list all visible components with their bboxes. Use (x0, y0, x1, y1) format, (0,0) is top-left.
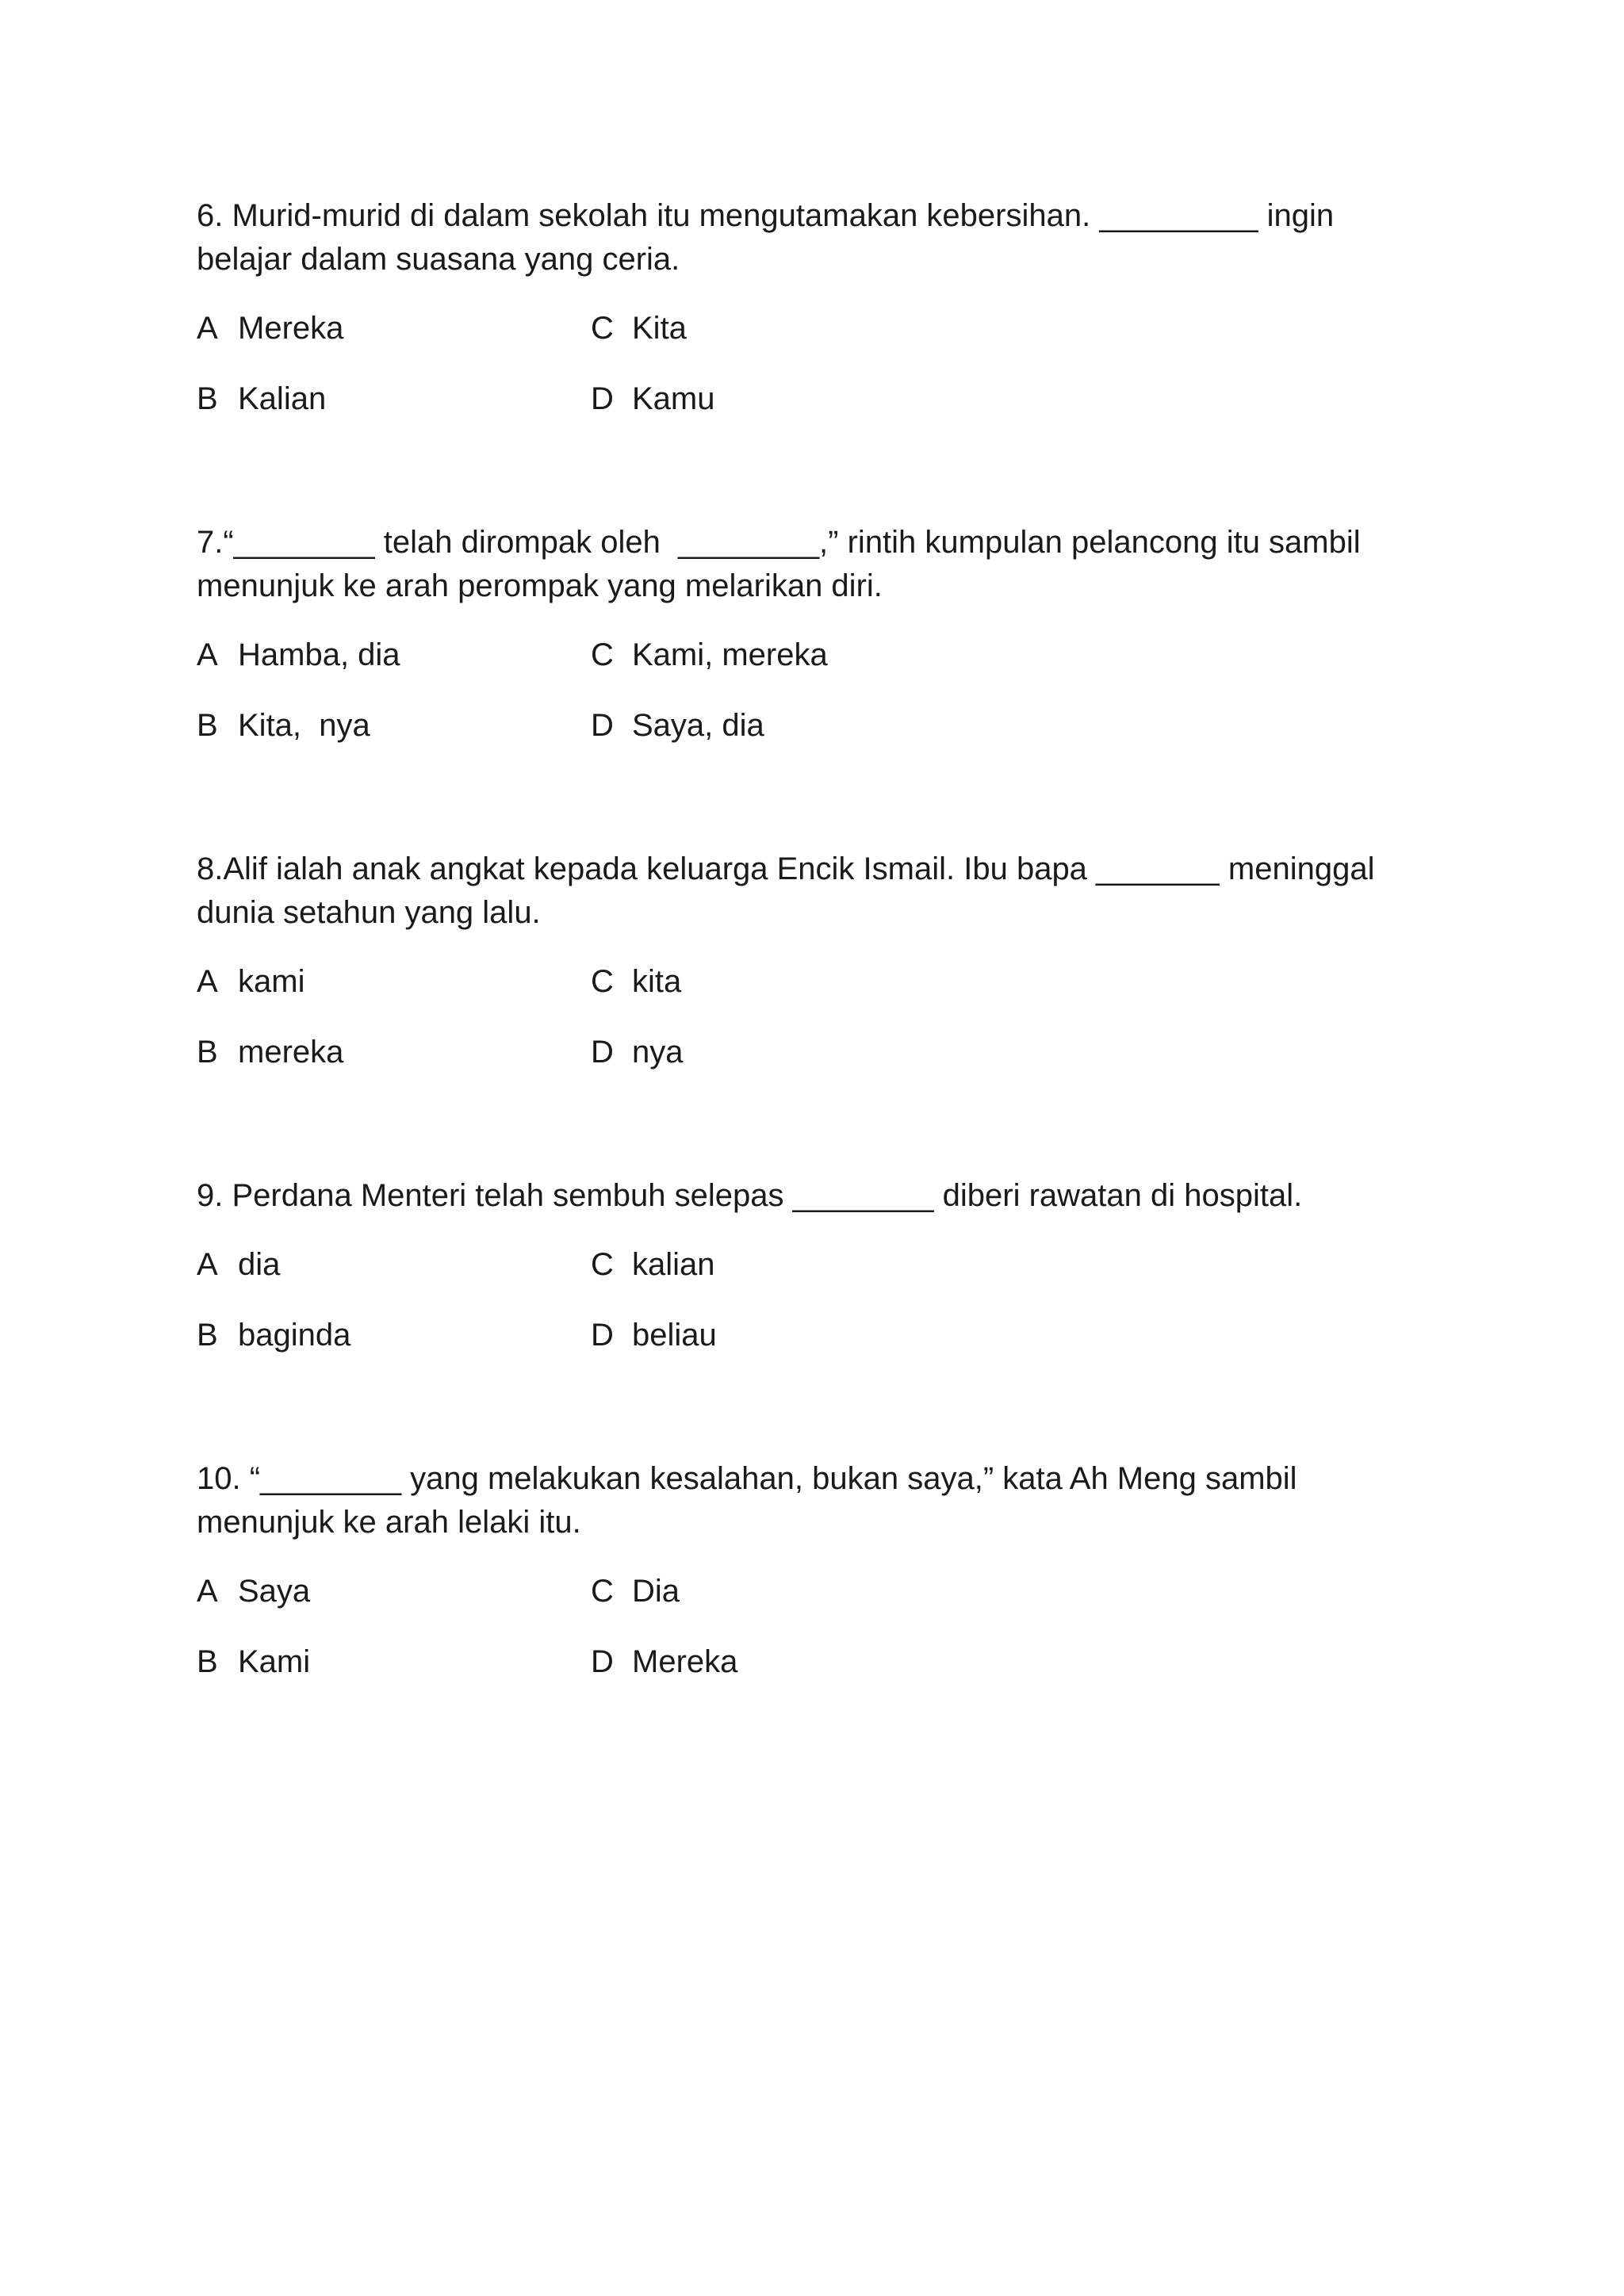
option-text: Kami, mereka (632, 637, 828, 672)
question-text: 7.“________ telah dirompak oleh ________,” rintih kumpulan pelancong itu sambil menunjuk ke arah perompak yang melarikan diri. (197, 525, 1361, 603)
option-c (591, 1570, 680, 1613)
option-letter: B (197, 1644, 218, 1679)
option-letter: D (591, 381, 614, 416)
option-d (591, 1031, 684, 1074)
option-text: Mereka (238, 311, 344, 346)
option-row (197, 960, 1465, 1031)
option-c (591, 960, 681, 1004)
option-b (197, 1640, 310, 1684)
question-text: 6. Murid-murid di dalam sekolah itu mengutamakan kebersihan. _________ ingin belajar dalam suasana yang ceria. (197, 198, 1335, 277)
option-text: kalian (632, 1247, 715, 1282)
option-text: mereka (238, 1035, 344, 1070)
option-row (197, 1570, 1465, 1640)
option-d (591, 704, 764, 748)
option-letter: D (591, 1644, 614, 1679)
option-b (197, 377, 326, 421)
option-text: Kalian (238, 381, 327, 416)
question-7 (197, 521, 1465, 775)
option-text: Kamu (632, 381, 715, 416)
option-letter: C (591, 311, 614, 346)
option-letter: B (197, 708, 218, 743)
question-text: 9. Perdana Menteri telah sembuh selepas ________ diberi rawatan di hospital. (197, 1178, 1303, 1213)
question-8 (197, 848, 1465, 1101)
option-letter: C (591, 964, 614, 999)
option-a (197, 307, 343, 350)
option-letter: B (197, 1035, 218, 1070)
question-text: 8.Alif ialah anak angkat kepada keluarga Encik Ismail. Ibu bapa _______ meninggal dunia setahun yang lalu. (197, 851, 1375, 930)
option-d (591, 1314, 717, 1357)
option-b (197, 704, 370, 748)
option-text: nya (632, 1035, 684, 1070)
option-letter: A (197, 1247, 218, 1282)
question-9 (197, 1174, 1465, 1384)
option-row (197, 307, 1465, 377)
option-d (591, 377, 715, 421)
answer-options (197, 633, 1465, 775)
option-letter: C (591, 1247, 614, 1282)
option-c (591, 307, 687, 350)
option-letter: D (591, 708, 614, 743)
option-text: dia (238, 1247, 281, 1282)
option-letter: B (197, 381, 218, 416)
option-text: kita (632, 964, 682, 999)
option-letter: D (591, 1035, 614, 1070)
option-a (197, 1570, 310, 1613)
option-row (197, 1031, 1465, 1101)
option-letter: A (197, 311, 218, 346)
option-row (197, 377, 1465, 448)
option-text: Saya (238, 1574, 311, 1609)
option-b (197, 1031, 343, 1074)
option-b (197, 1314, 350, 1357)
answer-options (197, 1243, 1465, 1384)
option-text: kami (238, 964, 305, 999)
option-a (197, 633, 400, 677)
option-letter: C (591, 1574, 614, 1609)
option-c (591, 1243, 715, 1287)
option-letter: A (197, 1574, 218, 1609)
option-text: beliau (632, 1318, 717, 1353)
answer-options (197, 1570, 1465, 1711)
option-row (197, 704, 1465, 775)
option-text: Mereka (632, 1644, 738, 1679)
question-text: 10. “________ yang melakukan kesalahan, bukan saya,” kata Ah Meng sambil menunjuk ke arah lelaki itu. (197, 1461, 1297, 1540)
option-c (591, 633, 828, 677)
option-row (197, 1314, 1465, 1384)
option-row (197, 1243, 1465, 1314)
option-letter: A (197, 637, 218, 672)
option-text: Dia (632, 1574, 680, 1609)
option-text: Kita, nya (238, 708, 370, 743)
question-6 (197, 194, 1465, 448)
option-letter: D (591, 1318, 614, 1353)
option-letter: C (591, 637, 614, 672)
option-d (591, 1640, 737, 1684)
option-text: Kami (238, 1644, 311, 1679)
option-a (197, 960, 304, 1004)
option-text: baginda (238, 1318, 351, 1353)
option-text: Hamba, dia (238, 637, 400, 672)
question-10 (197, 1457, 1465, 1711)
answer-options (197, 307, 1465, 448)
option-letter: A (197, 964, 218, 999)
option-text: Kita (632, 311, 687, 346)
option-text: Saya, dia (632, 708, 764, 743)
option-row (197, 633, 1465, 704)
option-letter: B (197, 1318, 218, 1353)
option-row (197, 1640, 1465, 1711)
answer-options (197, 960, 1465, 1101)
option-a (197, 1243, 280, 1287)
